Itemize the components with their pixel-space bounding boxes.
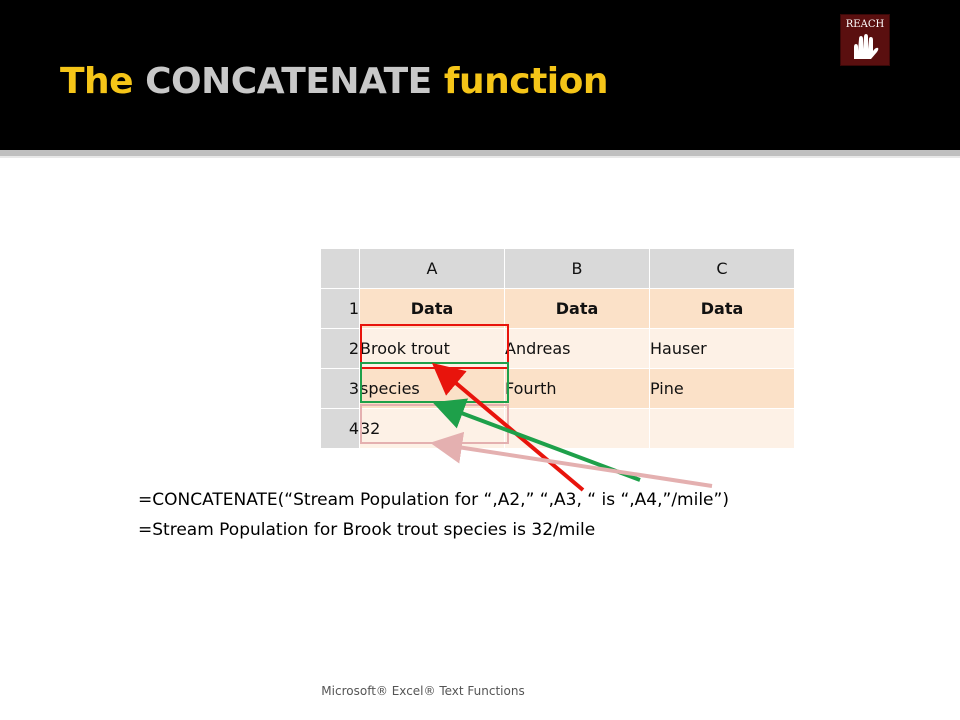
title-suffix: function (431, 61, 608, 102)
arrow-to-a2 (438, 368, 583, 490)
cell-c2[interactable]: Hauser (650, 329, 795, 369)
cell-a4[interactable]: 32 (360, 409, 505, 449)
row-header-2[interactable]: 2 (321, 329, 360, 369)
formula-text: =CONCATENATE(“Stream Population for “,A2,” “,A3, “ is “,A4,”/mile”) (138, 490, 729, 510)
row-header-3[interactable]: 3 (321, 369, 360, 409)
cell-a1[interactable]: Data (360, 289, 505, 329)
column-header-a[interactable]: A (360, 249, 505, 289)
logo-text: REACH (845, 19, 885, 30)
cell-c3[interactable]: Pine (650, 369, 795, 409)
slide-footer: Microsoft® Excel® Text Functions (321, 684, 525, 698)
result-text: =Stream Population for Brook trout species is 32/mile (138, 520, 596, 540)
cell-c1[interactable]: Data (650, 289, 795, 329)
cell-a3[interactable]: species (360, 369, 505, 409)
title-prefix: The (60, 61, 146, 102)
title-function-name: CONCATENATE (145, 61, 432, 102)
column-header-c[interactable]: C (650, 249, 795, 289)
cell-a2[interactable]: Brook trout (360, 329, 505, 369)
row-header-4[interactable]: 4 (321, 409, 360, 449)
arrow-to-a4 (438, 444, 712, 486)
row-header-1[interactable]: 1 (321, 289, 360, 329)
cell-b3[interactable]: Fourth (505, 369, 650, 409)
column-header-b[interactable]: B (505, 249, 650, 289)
cell-b2[interactable]: Andreas (505, 329, 650, 369)
cell-b1[interactable]: Data (505, 289, 650, 329)
